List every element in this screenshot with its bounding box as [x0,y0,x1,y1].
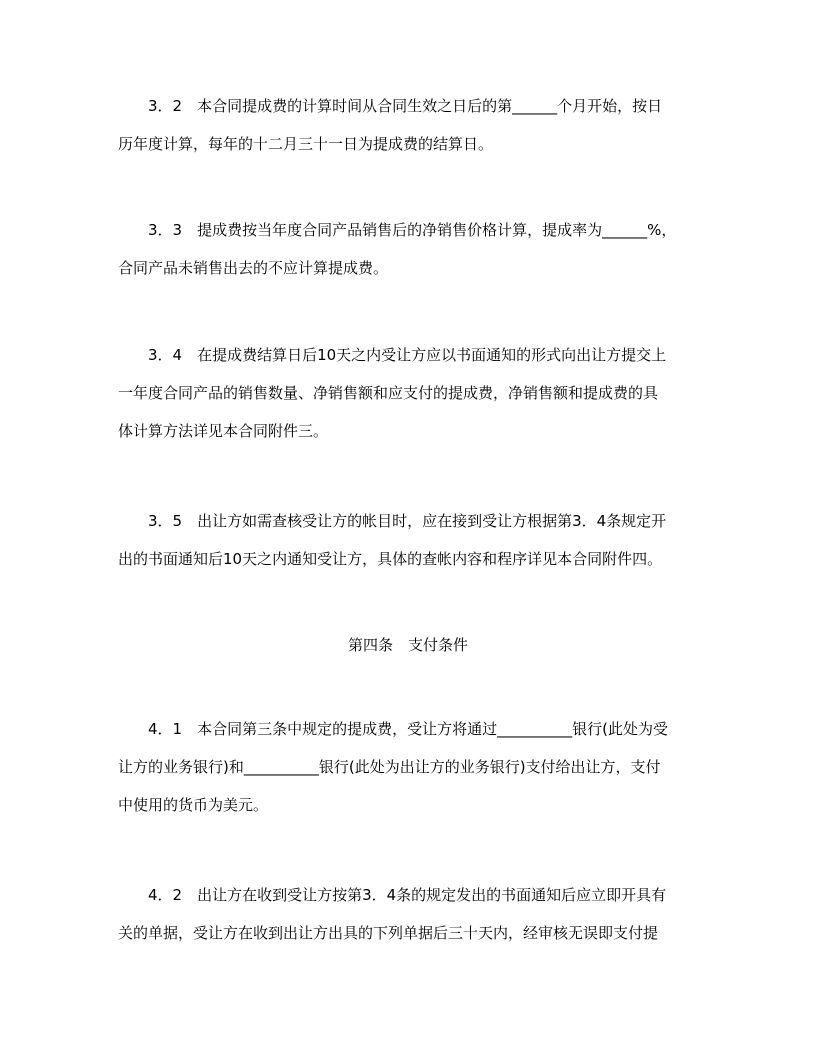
clause-line: 3．3 提成费按当年度合同产品销售后的净销售价格计算，提成率为______%， [148,221,677,239]
clause-line: 体计算方法详见本合同附件三。 [118,422,329,440]
clause-line: 让方的业务银行)和__________银行(此处为出让方的业务银行)支付给出让方，支付 [118,758,661,776]
article-heading: 第四条 支付条件 [347,636,468,654]
clause-3-4 [118,336,698,450]
clause-line: 4．1 本合同第三条中规定的提成费，受让方将通过__________银行(此处为受 [148,720,668,738]
clause-line: 3．5 出让方如需查核受让方的帐目时，应在接到受让方根据第3．4条规定开 [148,512,667,530]
clause-line: 3．4 在提成费结算日后10天之内受让方应以书面通知的形式向出让方提交上 [148,346,667,364]
clause-4-2 [118,876,698,952]
clause-line: 关的单据，受让方在收到出让方出具的下列单据后三十天内，经审核无误即支付提 [118,924,659,942]
clause-3-5 [118,502,698,578]
clause-line: 一年度合同产品的销售数量、净销售额和应支付的提成费，净销售额和提成费的具 [118,384,659,402]
clause-line: 中使用的货币为美元。 [118,796,269,814]
clause-line: 出的书面通知后10天之内通知受让方，具体的查帐内容和程序详见本合同附件四。 [118,550,663,568]
clause-line: 历年度计算，每年的十二月三十一日为提成费的结算日。 [118,135,494,153]
clause-line: 4．2 出让方在收到受让方按第3．4条的规定发出的书面通知后应立即开具有 [148,886,667,904]
clause-line: 3．2 本合同提成费的计算时间从合同生效之日后的第______个月开始，按日 [148,97,663,115]
clause-3-2 [118,87,698,163]
clause-4-1 [118,710,698,824]
clause-line: 合同产品未销售出去的不应计算提成费。 [118,259,389,277]
clause-3-3 [118,211,698,287]
